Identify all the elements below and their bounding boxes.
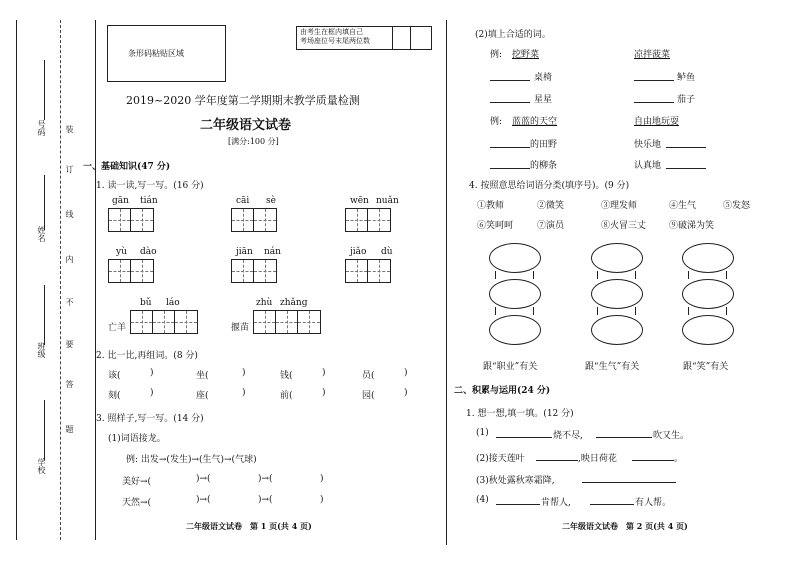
- seal-char: 要: [65, 340, 74, 348]
- fill-line-class: [44, 285, 45, 345]
- example-word: 挖野菜: [512, 50, 540, 60]
- writing-grid[interactable]: [345, 259, 391, 283]
- pinyin: láo: [166, 298, 180, 308]
- fill-blank[interactable]: [496, 495, 540, 505]
- category-smile: 跟“笑”有关: [683, 362, 729, 372]
- section-2-title: 二、积累与运用(24 分): [454, 386, 551, 396]
- poem-text: (1): [476, 428, 489, 438]
- seal-char: 题: [65, 425, 74, 433]
- pinyin: dù: [381, 247, 393, 257]
- pinyin: yù: [116, 247, 127, 257]
- fill-line-school: [44, 400, 45, 460]
- fill-blank[interactable]: [666, 159, 706, 169]
- pinyin: jiān: [236, 247, 253, 257]
- barcode-area: [107, 25, 226, 82]
- pinyin: dào: [140, 247, 157, 257]
- answer-oval-stack[interactable]: [682, 243, 734, 353]
- q3-sub1: (1)词语接龙。: [108, 434, 166, 444]
- seal-char: 线: [65, 210, 74, 218]
- fill-blank[interactable]: [490, 159, 530, 169]
- strip-inner-line: [95, 20, 96, 540]
- q2-title: 2. 比一比,再组词。(8 分): [96, 351, 198, 361]
- fill-word: 鲈鱼: [677, 73, 696, 83]
- fill-blank[interactable]: [490, 93, 530, 103]
- category-career: 跟“职业”有关: [483, 362, 538, 372]
- label-class: 班级: [37, 342, 46, 358]
- idiom-prefix-1: 亡羊: [108, 323, 127, 333]
- fill-word: 的田野: [530, 140, 558, 150]
- q2-item-close: ): [322, 388, 326, 398]
- writing-grid[interactable]: [231, 259, 277, 283]
- word-option: ⑤发怒: [723, 201, 751, 211]
- q1-title: 1. 读一读,写一写。(16 分): [96, 181, 204, 191]
- page-2-footer: 二年级语文试卷 第 2 页(共 4 页): [562, 521, 688, 531]
- fill-blank[interactable]: [496, 428, 552, 438]
- seat-note-line-1: 由考生在框内填自己: [300, 28, 363, 36]
- q4-title: 4. 按照意思给词语分类(填序号)。(9 分): [469, 181, 630, 191]
- poem-text: (4): [476, 495, 489, 505]
- q2-item: 座(: [196, 391, 209, 401]
- fill-blank[interactable]: [536, 451, 578, 461]
- seat-note-line-2: 考场座位号末尾两位数: [300, 37, 370, 45]
- pinyin: zhù: [256, 298, 273, 308]
- label-school: 学校: [37, 458, 46, 474]
- poem-text: 吹又生。: [653, 431, 690, 441]
- writing-grid[interactable]: [231, 208, 277, 232]
- fill-blank[interactable]: [632, 451, 674, 461]
- example-word: 凉拌菠菜: [634, 50, 671, 60]
- word-option: ④生气: [669, 201, 697, 211]
- q2-item: 钱(: [280, 371, 293, 381]
- chain-end: ): [320, 495, 324, 505]
- writing-grid[interactable]: [108, 259, 154, 283]
- fill-blank[interactable]: [666, 138, 706, 148]
- word-option: ③理发师: [601, 201, 638, 211]
- q2-item-close: ): [322, 368, 326, 378]
- q2-item: 员(: [362, 371, 375, 381]
- q5-title: 1. 想一想,填一填。(12 分): [466, 409, 574, 419]
- fill-word: 快乐地: [634, 140, 662, 150]
- chain-link: )→(: [196, 474, 211, 484]
- page-1-footer: 二年级语文试卷 第 1 页(共 4 页): [186, 521, 312, 531]
- word-option: ⑧火冒三丈: [601, 221, 647, 231]
- q3-example: 例: 出发→(发生)→(生气)→(气球): [126, 455, 257, 465]
- q2-item-close: ): [150, 388, 154, 398]
- q2-item: 刻(: [108, 391, 121, 401]
- chain-start: 美好→(: [122, 477, 152, 487]
- seal-char: 装: [65, 125, 74, 133]
- poem-text: (2)接天莲叶: [476, 454, 525, 464]
- seat-divider: [410, 27, 411, 49]
- chain-link: )→(: [258, 495, 273, 505]
- word-option: ⑥笑呵呵: [477, 221, 514, 231]
- barcode-area-label: 条形码粘贴区域: [128, 49, 184, 58]
- writing-grid[interactable]: [130, 310, 198, 334]
- pinyin: cāi: [236, 196, 250, 206]
- label-name: 姓名: [37, 226, 46, 242]
- pinyin: zhǎng: [280, 298, 308, 308]
- q2-item-close: ): [242, 388, 246, 398]
- chain-start: 天然→(: [122, 498, 152, 508]
- poem-text: (3)秋处露秋寒霜降,: [476, 476, 555, 486]
- pinyin: jiǎo: [350, 247, 367, 257]
- page-divider: [446, 20, 447, 545]
- seat-number-box: [296, 26, 432, 50]
- pinyin: nuǎn: [376, 196, 399, 206]
- fill-blank[interactable]: [596, 428, 652, 438]
- fill-word: 星星: [534, 95, 553, 105]
- chain-link: )→(: [258, 474, 273, 484]
- answer-oval-stack[interactable]: [489, 243, 541, 353]
- example-label: 例:: [490, 117, 503, 127]
- fill-blank[interactable]: [634, 93, 674, 103]
- strip-cut-line: [60, 20, 61, 540]
- section-1-title: 一、基础知识(47 分): [83, 162, 171, 172]
- poem-text: 肯帮人,: [541, 498, 571, 508]
- q2-item-close: ): [404, 368, 408, 378]
- example-word: 自由地玩耍: [634, 117, 680, 127]
- word-option: ⑨破涕为笑: [669, 221, 715, 231]
- seat-divider: [392, 27, 393, 49]
- example-label: 例:: [490, 50, 503, 60]
- fill-blank[interactable]: [582, 473, 676, 483]
- q3-sub2: (2)填上合适的词。: [475, 30, 551, 40]
- q2-item-close: ): [150, 368, 154, 378]
- seal-char: 不: [65, 298, 74, 306]
- fill-word: 认真地: [634, 161, 662, 171]
- chain-end: ): [320, 474, 324, 484]
- fill-blank[interactable]: [490, 138, 530, 148]
- fill-word: 茄子: [677, 95, 696, 105]
- q2-item-close: ): [242, 368, 246, 378]
- chain-link: )→(: [196, 495, 211, 505]
- category-anger: 跟“生气”有关: [585, 362, 640, 372]
- pinyin: sè: [266, 196, 276, 206]
- q2-item: 前(: [280, 391, 293, 401]
- full-score: [满分:100 分]: [228, 137, 279, 146]
- writing-grid[interactable]: [345, 208, 391, 232]
- strip-outer-line: [16, 20, 17, 540]
- seal-char: 答: [65, 380, 74, 388]
- fill-blank[interactable]: [490, 71, 530, 81]
- fill-blank[interactable]: [590, 495, 634, 505]
- answer-oval-stack[interactable]: [591, 243, 643, 353]
- q2-item-close: ): [404, 388, 408, 398]
- word-option: ②微笑: [537, 201, 565, 211]
- fill-word: 桌椅: [534, 73, 553, 83]
- writing-grid[interactable]: [108, 208, 154, 232]
- pinyin: tián: [140, 196, 158, 206]
- q2-item: 园(: [362, 391, 375, 401]
- fill-blank[interactable]: [634, 71, 674, 81]
- poem-text: 烧不尽,: [553, 431, 583, 441]
- pinyin: gān: [112, 196, 129, 206]
- q3-title: 3. 照样子,写一写。(14 分): [96, 414, 204, 424]
- idiom-prefix-2: 揠苗: [231, 323, 250, 333]
- seal-char: 内: [65, 255, 74, 263]
- q2-item: 坐(: [196, 371, 209, 381]
- seat-number-note: [300, 28, 370, 46]
- pinyin: bǔ: [140, 298, 152, 308]
- fill-line-number: [44, 60, 45, 120]
- poem-text: 有人帮。: [635, 498, 672, 508]
- fill-word: 的柳条: [530, 161, 558, 171]
- poem-text: ,映日荷花: [578, 454, 617, 464]
- year-title: 2019~2020 学年度第二学期期末教学质量检测: [126, 94, 360, 107]
- pinyin: nán: [264, 247, 281, 257]
- pinyin: wēn: [350, 196, 369, 206]
- word-option: ①教师: [477, 201, 505, 211]
- q2-item: 该(: [108, 371, 121, 381]
- word-option: ⑦演员: [537, 221, 565, 231]
- label-number: 号码: [37, 120, 46, 136]
- seal-char: 订: [65, 165, 74, 173]
- exam-title: 二年级语文试卷: [200, 118, 292, 133]
- fill-line-name: [44, 175, 45, 230]
- poem-text: 。: [674, 454, 684, 464]
- example-word: 蓝蓝的天空: [512, 117, 558, 127]
- writing-grid[interactable]: [253, 310, 321, 334]
